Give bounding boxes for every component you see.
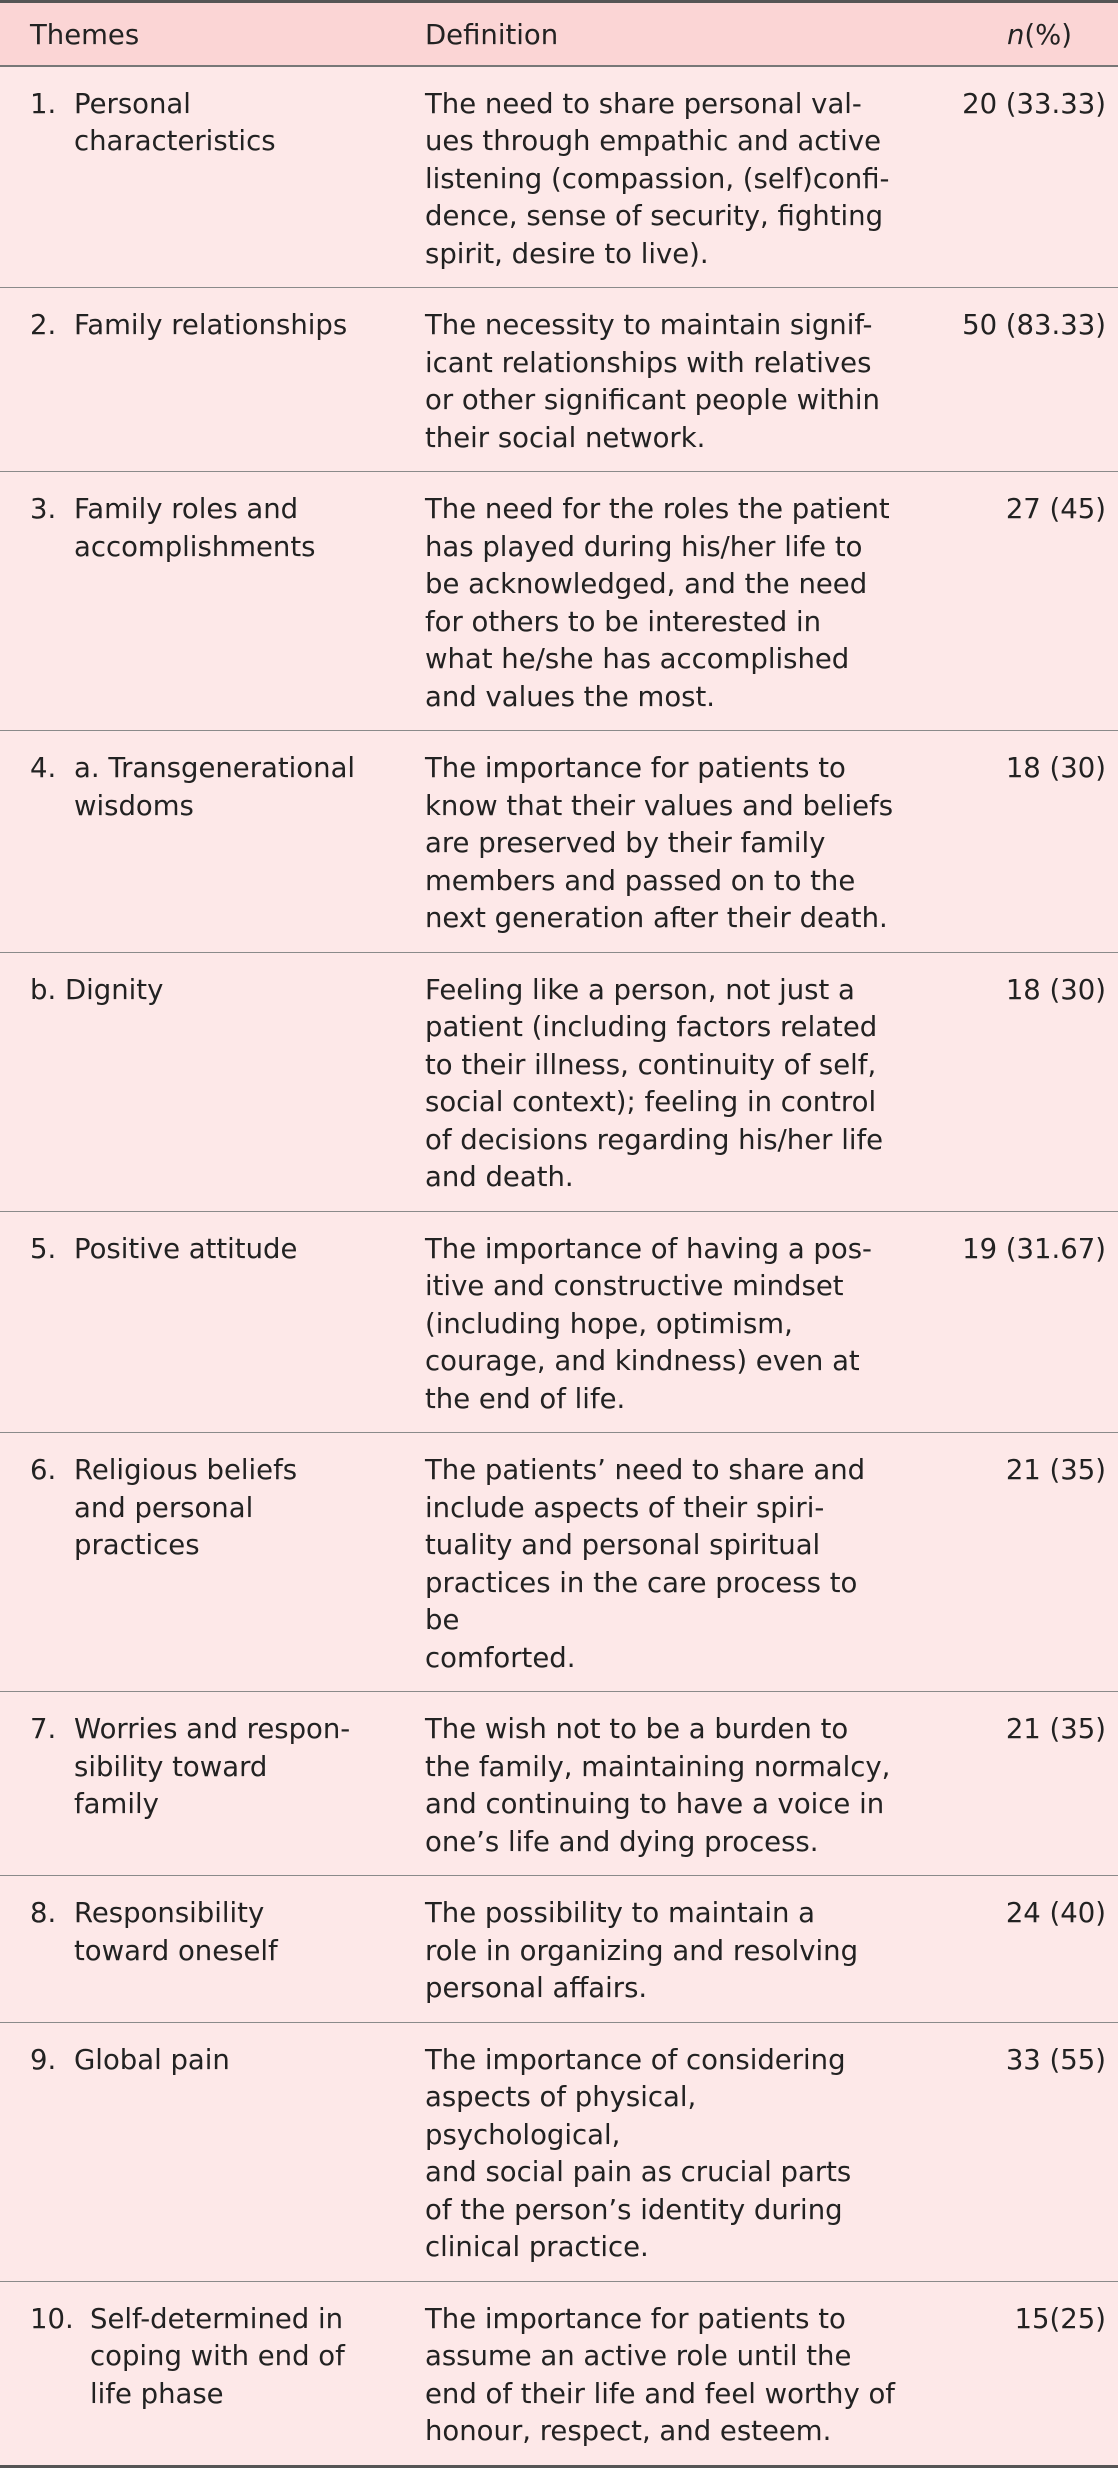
theme-label-line: practices <box>74 1529 200 1561</box>
definition-line: The need for the roles the patient <box>425 493 890 525</box>
definition-line: personal affairs. <box>425 1972 648 2004</box>
theme-label-line: family <box>74 1788 159 1820</box>
theme-label-line: and personal <box>74 1491 254 1524</box>
theme-cell <box>0 472 425 731</box>
definition-line: The importance of having a pos- <box>425 1232 872 1265</box>
definition-line: Feeling like a person, not just a <box>425 973 855 1006</box>
definition-line: practices in the care process to be <box>425 1566 858 1636</box>
n-percent-cell: 33 (55) <box>907 2022 1118 2281</box>
n-percent-cell: 18 (30) <box>907 952 1118 1211</box>
definition-line: spirit, desire to live). <box>425 237 709 270</box>
theme-number: 1. <box>30 87 57 120</box>
n-percent-cell: 21 (35) <box>907 1692 1118 1876</box>
definition-line: to their illness, continuity of self, <box>425 1048 877 1081</box>
theme-cell <box>0 66 425 288</box>
definition-line: or other significant people within <box>425 384 880 416</box>
header-definition: Definition <box>425 2 907 66</box>
theme-label <box>74 307 415 345</box>
definition-cell <box>425 472 907 731</box>
definition-line: and continuing to have a voice in <box>425 1788 885 1820</box>
definition-cell <box>425 2281 907 2466</box>
theme-label <box>74 750 415 825</box>
theme-label-line: accomplishments <box>74 530 316 563</box>
definition-line: be acknowledged, and the need <box>425 568 868 600</box>
definition-cell <box>425 731 907 953</box>
theme-cell-content <box>0 2042 425 2080</box>
theme-cell <box>0 1433 425 1692</box>
theme-label <box>74 2042 415 2080</box>
theme-cell-content <box>0 1711 425 1824</box>
definition-line: itive and constructive mindset <box>425 1270 844 1302</box>
definition-line: one’s life and dying process. <box>425 1825 819 1858</box>
theme-label <box>74 86 415 161</box>
table-row <box>0 1433 1118 1692</box>
header-row <box>0 2 1118 66</box>
theme-label-line: Worries and respon- <box>74 1713 351 1745</box>
definition-line: The importance of considering <box>425 2043 846 2076</box>
theme-cell <box>0 1876 425 2023</box>
theme-cell <box>0 2281 425 2466</box>
theme-label-line: coping with end of <box>90 2340 345 2372</box>
definition-line: listening (compassion, (self)confi- <box>425 162 890 195</box>
theme-label-line: a. Transgenerational <box>74 752 356 784</box>
definition-cell <box>425 2022 907 2281</box>
definition-line: dence, sense of security, fighting <box>425 200 884 232</box>
header-n-symbol: n <box>1006 19 1025 51</box>
theme-cell-content <box>0 1452 425 1565</box>
theme-number: 3. <box>30 493 57 525</box>
definition-line: honour, respect, and esteem. <box>425 2415 832 2447</box>
definition-cell <box>425 952 907 1211</box>
table-row <box>0 1692 1118 1876</box>
definition-line: tuality and personal spiritual <box>425 1529 821 1561</box>
definition-line: what he/she has accomplished <box>425 643 850 675</box>
n-percent-cell: 50 (83.33) <box>907 288 1118 472</box>
theme-cell-content <box>0 1895 425 1970</box>
theme-cell <box>0 2022 425 2281</box>
theme-cell <box>0 1211 425 1433</box>
theme-cell-content <box>0 491 425 566</box>
table-header <box>0 2 1118 66</box>
theme-cell-content <box>0 1231 425 1269</box>
theme-label <box>74 1231 415 1269</box>
definition-line: are preserved by their family <box>425 827 826 859</box>
table-row <box>0 288 1118 472</box>
theme-number: 4. <box>30 752 57 784</box>
theme-label-line: Self-determined in <box>90 2302 344 2335</box>
definition-line: has played during his/her life to <box>425 530 863 563</box>
theme-label-line: wisdoms <box>74 789 194 822</box>
theme-label <box>30 972 415 1010</box>
definition-cell <box>425 288 907 472</box>
theme-label-line: Global pain <box>74 2043 230 2076</box>
theme-label-line: Personal <box>74 87 191 120</box>
definition-line: The patients’ need to share and <box>425 1454 866 1486</box>
theme-cell <box>0 731 425 953</box>
theme-label <box>74 1452 415 1565</box>
theme-label <box>74 1711 415 1824</box>
definition-cell <box>425 1876 907 2023</box>
table-row <box>0 1876 1118 2023</box>
definition-line: role in organizing and resolving <box>425 1934 859 1967</box>
definition-line: (including hope, optimism, <box>425 1307 793 1340</box>
definition-line: The importance for patients to <box>425 752 846 784</box>
definition-line: icant relationships with relatives <box>425 346 872 379</box>
definition-line: and values the most. <box>425 680 715 713</box>
n-percent-cell: 21 (35) <box>907 1433 1118 1692</box>
n-percent-cell: 19 (31.67) <box>907 1211 1118 1433</box>
definition-line: The importance for patients to <box>425 2302 846 2335</box>
theme-number: 10. <box>30 2302 74 2335</box>
definition-line: The wish not to be a burden to <box>425 1713 849 1745</box>
theme-label-line: characteristics <box>74 125 276 157</box>
definition-line: of decisions regarding his/her life <box>425 1123 884 1156</box>
definition-line: end of their life and feel worthy of <box>425 2377 895 2410</box>
definition-cell <box>425 66 907 288</box>
theme-label-line: life phase <box>90 2377 224 2410</box>
n-percent-cell: 18 (30) <box>907 731 1118 953</box>
table-row <box>0 66 1118 288</box>
definition-line: assume an active role until the <box>425 2340 852 2372</box>
table-row <box>0 2281 1118 2466</box>
definition-cell <box>425 1211 907 1433</box>
header-percent-suffix: (%) <box>1024 19 1072 51</box>
table-row <box>0 472 1118 731</box>
theme-number: 8. <box>30 1897 57 1929</box>
definition-line: ues through empathic and active <box>425 125 882 157</box>
theme-label-line: b. Dignity <box>30 973 164 1006</box>
table-row <box>0 731 1118 953</box>
theme-cell-content <box>0 750 425 825</box>
definition-cell <box>425 1433 907 1692</box>
definition-line: and death. <box>425 1161 574 1193</box>
definition-line: The need to share personal val- <box>425 87 862 120</box>
definition-line: for others to be interested in <box>425 605 822 638</box>
n-percent-cell: 27 (45) <box>907 472 1118 731</box>
definition-line: the end of life. <box>425 1382 626 1415</box>
definition-line: The necessity to maintain signif- <box>425 309 873 341</box>
definition-line: social context); feeling in control <box>425 1086 877 1118</box>
theme-label <box>74 491 415 566</box>
definition-line: members and passed on to the <box>425 864 856 897</box>
header-n-percent <box>907 2 1118 66</box>
theme-number: 5. <box>30 1232 57 1265</box>
theme-label <box>90 2301 415 2414</box>
theme-number: 6. <box>30 1454 57 1486</box>
definition-line: next generation after their death. <box>425 902 888 934</box>
theme-label-line: Positive attitude <box>74 1232 298 1265</box>
definition-line: their social network. <box>425 421 706 454</box>
definition-line: comforted. <box>425 1641 576 1674</box>
definition-line: the family, maintaining normalcy, <box>425 1750 891 1783</box>
definition-line: patient (including factors related <box>425 1011 878 1043</box>
theme-cell-content <box>0 86 425 161</box>
theme-label-line: sibility toward <box>74 1750 268 1783</box>
theme-cell <box>0 952 425 1211</box>
definition-line: know that their values and beliefs <box>425 789 894 822</box>
n-percent-cell: 15(25) <box>907 2281 1118 2466</box>
theme-label-line: Religious beliefs <box>74 1454 298 1486</box>
theme-cell-content <box>0 2301 425 2414</box>
theme-cell-content <box>0 972 425 1010</box>
definition-line: aspects of physical, psychological, <box>425 2081 697 2151</box>
theme-label-line: Family relationships <box>74 309 348 341</box>
table-row <box>0 2022 1118 2281</box>
theme-label-line: Family roles and <box>74 493 299 525</box>
definition-line: of the person’s identity during <box>425 2193 843 2226</box>
table-row <box>0 952 1118 1211</box>
theme-cell-content <box>0 307 425 345</box>
table-body <box>0 66 1118 2467</box>
definition-line: and social pain as crucial parts <box>425 2156 852 2188</box>
table-row <box>0 1211 1118 1433</box>
definition-cell <box>425 1692 907 1876</box>
theme-cell <box>0 288 425 472</box>
theme-number: 9. <box>30 2043 57 2076</box>
definition-line: include aspects of their spiri- <box>425 1491 825 1524</box>
theme-cell <box>0 1692 425 1876</box>
theme-number: 7. <box>30 1713 57 1745</box>
definition-line: courage, and kindness) even at <box>425 1345 860 1377</box>
definition-line: The possibility to maintain a <box>425 1897 815 1929</box>
theme-label-line: Responsibility <box>74 1897 265 1929</box>
theme-label <box>74 1895 415 1970</box>
theme-label-line: toward oneself <box>74 1934 278 1967</box>
header-themes: Themes <box>0 2 425 66</box>
definition-line: clinical practice. <box>425 2231 649 2263</box>
n-percent-cell: 24 (40) <box>907 1876 1118 2023</box>
theme-number: 2. <box>30 309 57 341</box>
n-percent-cell: 20 (33.33) <box>907 66 1118 288</box>
